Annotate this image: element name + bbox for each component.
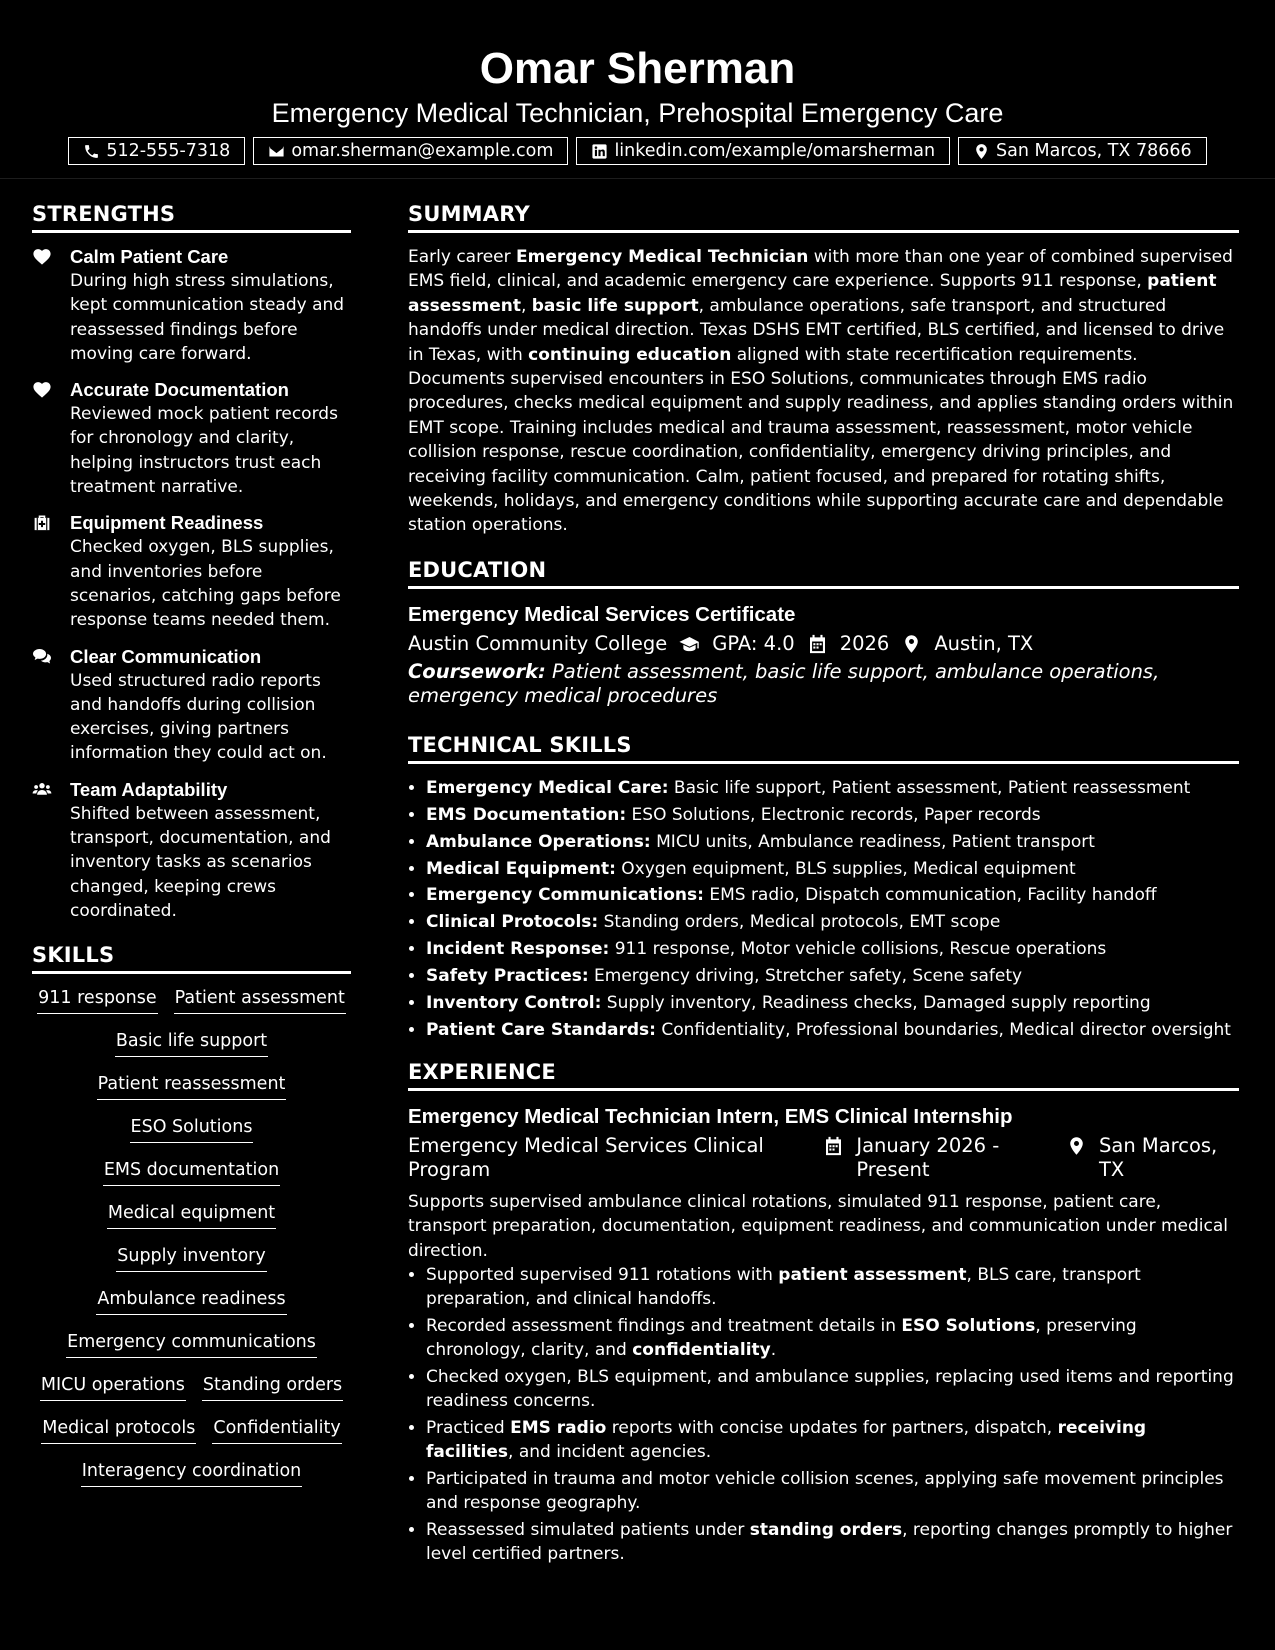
technical-skill-label: Inventory Control: [426, 993, 602, 1013]
experience-heading: EXPERIENCE [408, 1058, 1239, 1091]
experience-bullet-text: , reporting changes promptly to higher level certified partners. [426, 1520, 1233, 1565]
technical-skill-item [426, 830, 1239, 854]
education-degree: Emergency Medical Services Certificate [408, 602, 796, 626]
contact-location[interactable] [958, 137, 1207, 165]
skill-chip: MICU operations [40, 1373, 186, 1401]
skill-chip: Interagency coordination [81, 1459, 303, 1487]
experience-bullet-bold: patient assessment [778, 1265, 967, 1286]
skill-chip: Medical equipment [107, 1201, 276, 1229]
calendar-icon [807, 634, 828, 654]
location-pin-icon [973, 143, 990, 160]
skill-chip: Basic life support [115, 1029, 268, 1057]
experience-bullet-bold: receiving facilities [426, 1418, 1147, 1463]
education-meta [408, 632, 1239, 656]
skill-chip: Patient reassessment [97, 1072, 287, 1100]
strength-description: Shifted between assessment, transport, documentation, and inventory tasks as scenarios changed, keeping crews coordinated. [70, 803, 331, 921]
skills-heading: SKILLS [32, 941, 351, 974]
strength-title: Accurate Documentation [70, 379, 289, 401]
resume-header [0, 0, 1275, 165]
coursework-label: Coursework: [408, 659, 546, 683]
experience-bullet [426, 1365, 1239, 1413]
coursework-text: Patient assessment, basic life support, ambulance operations, emergency medical procedures [408, 659, 1160, 708]
technical-skill-item [426, 803, 1239, 827]
skills-list [32, 986, 351, 1487]
experience-bullet-text: Supported supervised 911 rotations with [426, 1265, 779, 1286]
education-coursework [408, 660, 1239, 709]
technical-skill-label: Emergency Communications: [426, 885, 704, 906]
strength-title: Team Adaptability [70, 778, 228, 800]
experience-bullet [426, 1518, 1239, 1566]
experience-bullet-text: Participated in trauma and motor vehicle collision scenes, applying safe movement principles and response geography. [426, 1469, 1224, 1514]
location-pin-icon [1066, 1136, 1087, 1156]
experience-bullet-text: Checked oxygen, BLS equipment, and ambulance supplies, replacing used items and reporting readiness concerns. [426, 1367, 1234, 1412]
technical-skill-label: Emergency Medical Care: [426, 777, 669, 798]
experience-org: Emergency Medical Services Clinical Program [408, 1133, 764, 1181]
education-year: 2026 [839, 631, 890, 655]
technical-skill-label: Incident Response: [426, 939, 610, 960]
technical-skill-label: Ambulance Operations: [426, 831, 651, 852]
experience-bullet-text: . [770, 1340, 777, 1361]
contact-phone[interactable] [68, 137, 245, 165]
contact-phone-text: 512-555-7318 [106, 141, 231, 161]
experience-bullet-text: reports with concise updates for partners, dispatch, [606, 1418, 1058, 1439]
contact-email-text: omar.sherman@example.com [291, 141, 554, 161]
skill-chip: EMS documentation [103, 1158, 280, 1186]
experience-bullet-bold: confidentiality [632, 1340, 771, 1361]
heart-icon [32, 247, 52, 265]
strength-title: Calm Patient Care [70, 246, 229, 267]
summary-text: , [520, 295, 532, 316]
technical-skills-list [408, 776, 1239, 1042]
technical-skill-item [426, 1018, 1239, 1042]
strength-description: Used structured radio reports and handoffs during collision exercises, giving partners information they could act on. [70, 670, 327, 764]
technical-skill-item [426, 857, 1239, 881]
experience-bullet [426, 1314, 1239, 1362]
strength-item [32, 245, 351, 366]
technical-skill-label: EMS Documentation: [426, 804, 627, 825]
skill-chip: Supply inventory [116, 1244, 267, 1272]
experience-bullet [426, 1263, 1239, 1311]
technical-skill-value: Standing orders, Medical protocols, EMT scope [598, 912, 1001, 933]
contact-linkedin-text: linkedin.com/example/omarsherman [614, 141, 936, 161]
calendar-icon [823, 1136, 844, 1156]
experience-bullet-bold: ESO Solutions [901, 1316, 1036, 1337]
technical-skill-item [426, 991, 1239, 1015]
technical-skill-value: Supply inventory, Readiness checks, Damaged supply reporting [601, 993, 1151, 1013]
skill-chip: 911 response [37, 986, 157, 1014]
strength-item [32, 778, 351, 923]
strength-title: Clear Communication [70, 645, 262, 667]
technical-skills-heading: TECHNICAL SKILLS [408, 731, 1239, 764]
right-column [408, 200, 1239, 1569]
technical-skill-value: 911 response, Motor vehicle collisions, Rescue operations [609, 939, 1107, 960]
summary-text: Early career [408, 247, 517, 267]
technical-skill-item [426, 883, 1239, 907]
skill-chip: Ambulance readiness [96, 1287, 286, 1315]
education-heading: EDUCATION [408, 556, 1239, 589]
phone-icon [83, 143, 100, 160]
experience-meta [408, 1134, 1239, 1182]
contact-linkedin[interactable] [576, 137, 950, 165]
experience-bullet-text: , preserving chronology, clarity, and [426, 1316, 1137, 1361]
education-location: Austin, TX [934, 631, 1034, 655]
technical-skill-value: Basic life support, Patient assessment, Patient reassessment [668, 777, 1191, 798]
experience-dates: January 2026 - Present [856, 1133, 1000, 1181]
technical-skill-value: MICU units, Ambulance readiness, Patient transport [650, 831, 1095, 852]
experience-location: San Marcos, TX [1099, 1133, 1218, 1181]
strengths-heading: STRENGTHS [32, 200, 351, 233]
comments-icon [32, 647, 52, 665]
summary-bold: basic life support [531, 295, 699, 316]
summary-bold: continuing education [528, 344, 732, 365]
envelope-icon [268, 143, 285, 160]
technical-skill-value: Confidentiality, Professional boundaries, Medical director oversight [655, 1019, 1231, 1040]
contact-bar [0, 137, 1275, 165]
summary-heading: SUMMARY [408, 200, 1239, 233]
skill-chip: ESO Solutions [130, 1115, 254, 1143]
heart-icon [32, 380, 52, 398]
technical-skill-label: Clinical Protocols: [426, 912, 599, 933]
technical-skill-label: Patient Care Standards: [426, 1019, 656, 1040]
experience-bullets [408, 1263, 1239, 1566]
strength-description: During high stress simulations, kept communication steady and reassessed findings before moving care forward. [70, 271, 345, 364]
experience-intro: Supports supervised ambulance clinical rotations, simulated 911 response, patient care, transport preparation, documentation, equipment readiness, and communication under medical direction. [408, 1191, 1229, 1261]
technical-skill-value: EMS radio, Dispatch communication, Facility handoff [703, 885, 1157, 906]
technical-skill-value: Oxygen equipment, BLS supplies, Medical equipment [615, 858, 1076, 879]
summary-text: , ambulance operations, safe transport, and structured handoffs under medical direction. Texas DSHS EMT certified, BLS certified, and licensed to drive in Texas, with [408, 295, 1225, 365]
strength-description: Checked oxygen, BLS supplies, and inventories before scenarios, catching gaps before response teams needed them. [70, 537, 341, 631]
skill-chip: Standing orders [202, 1373, 343, 1401]
experience-bullet [426, 1467, 1239, 1515]
technical-skill-value: Emergency driving, Stretcher safety, Scene safety [588, 966, 1023, 987]
summary-bold: patient assessment [408, 271, 1217, 316]
skill-chip: Confidentiality [212, 1416, 341, 1444]
experience-bullet-text: Recorded assessment findings and treatment details in [426, 1316, 902, 1337]
summary-text [408, 245, 1239, 538]
technical-skill-label: Medical Equipment: [426, 858, 616, 879]
contact-location-text: San Marcos, TX 78666 [996, 141, 1192, 161]
contact-email[interactable] [253, 137, 568, 165]
graduation-cap-icon [679, 634, 700, 654]
strength-item [32, 511, 351, 632]
candidate-name: Omar Sherman [479, 44, 796, 93]
summary-text: aligned with state recertification requirements. Documents supervised encounters in ESO Solutions, communicates through EMS radio procedures, checks medical equipment and supply readiness, and applies standing orders within EMT scope. Training includes medical and trauma assessment, reassessment, motor vehicle collision response, rescue coordination, confidentiality, emergency driving principles, and receiving facility communication. Calm, patient focused, and prepared for rotating shifts, weekends, holidays, and emergency conditions while supporting accurate care and dependable station operations. [408, 344, 1234, 536]
technical-skill-label: Safety Practices: [426, 966, 589, 987]
summary-text: with more than one year of combined supervised EMS field, clinical, and academic emergency care experience. Supports 911 response, [408, 247, 1233, 292]
technical-skill-value: ESO Solutions, Electronic records, Paper records [626, 804, 1041, 825]
location-pin-icon [901, 634, 922, 654]
header-divider [0, 178, 1275, 179]
strengths-list [32, 245, 351, 923]
experience-bullet-text: , BLS care, transport preparation, and clinical handoffs. [426, 1265, 1141, 1310]
candidate-title: Emergency Medical Technician, Prehospital Emergency Care [271, 98, 1004, 128]
experience-bullet [426, 1416, 1239, 1464]
technical-skill-item [426, 910, 1239, 934]
education-school: Austin Community College [408, 631, 668, 655]
strength-item [32, 378, 351, 499]
education-gpa: GPA: 4.0 [712, 631, 795, 655]
skill-chip: Medical protocols [41, 1416, 196, 1444]
experience-bullet-bold: EMS radio [510, 1418, 607, 1439]
skill-chip: Emergency communications [66, 1330, 317, 1358]
users-icon [32, 780, 52, 798]
strength-title: Equipment Readiness [70, 512, 264, 534]
experience-role: Emergency Medical Technician Intern, EMS Clinical Internship [408, 1104, 1013, 1128]
left-column [32, 200, 351, 1487]
skill-chip: Patient assessment [174, 986, 346, 1014]
experience-bullet-bold: standing orders [749, 1520, 903, 1541]
medkit-icon [32, 513, 52, 531]
technical-skill-item [426, 776, 1239, 800]
linkedin-icon [591, 143, 608, 160]
experience-bullet-text: , and incident agencies. [508, 1442, 712, 1463]
technical-skill-item [426, 964, 1239, 988]
strength-description: Reviewed mock patient records for chronology and clarity, helping instructors trust each treatment narrative. [70, 404, 338, 498]
experience-bullet-text: Reassessed simulated patients under [426, 1520, 750, 1541]
strength-item [32, 645, 351, 766]
technical-skill-item [426, 937, 1239, 961]
experience-bullet-text: Practiced [426, 1418, 511, 1439]
summary-bold: Emergency Medical Technician [516, 247, 809, 267]
